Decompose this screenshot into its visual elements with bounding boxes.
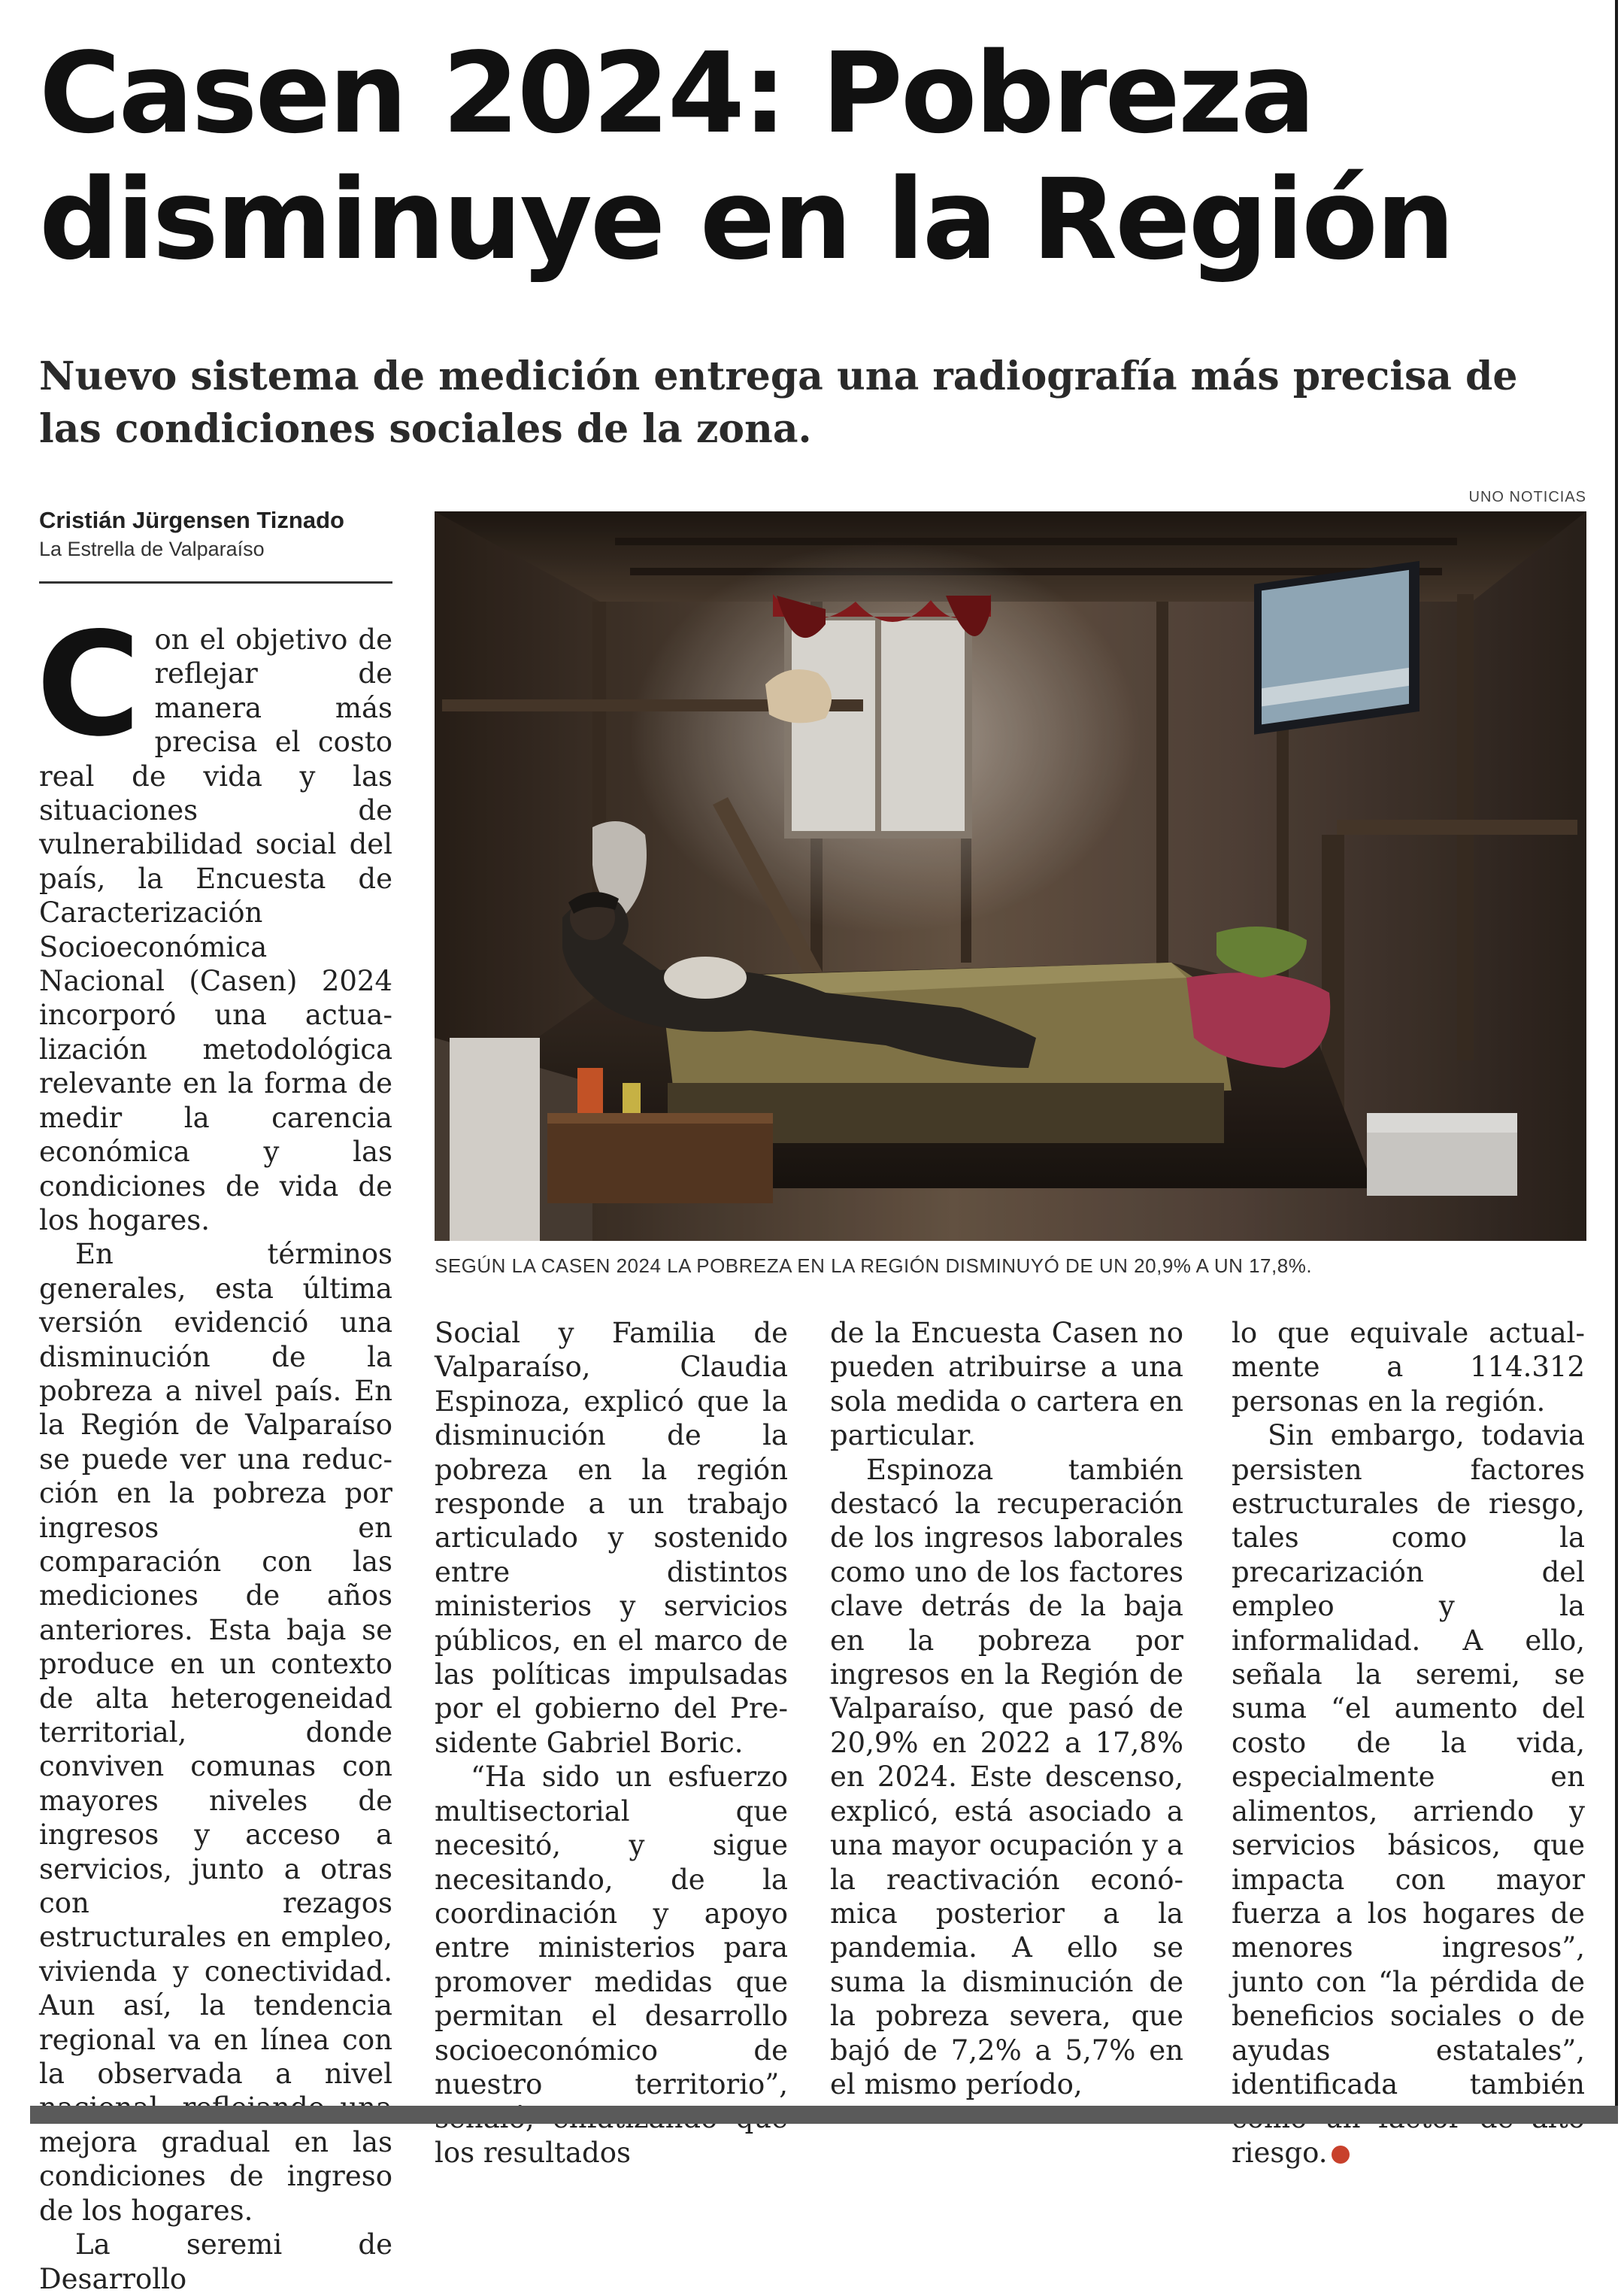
headline: Casen 2024: Pobreza disminuye en la Región	[39, 29, 1453, 284]
article-photo	[435, 511, 1586, 1241]
body-paragraph: lo que equivale actualmente a 114.312 personas en la región.	[1232, 1317, 1585, 1418]
body-paragraph: “Ha sido un esfuerzo multisectorial que necesitó, y sigue necesitando, de la coordinación y apoyo entre ministerios para promover medidas que permitan el desarrollo socioeconómico de nuestro territorio”, los resultados	[435, 1761, 788, 2169]
outlet-name: La Estrella de Valparaíso	[39, 538, 265, 560]
body-paragraph: La seremi de Desarrollo	[39, 2228, 392, 2295]
bottom-border-band	[30, 2106, 1618, 2124]
photo-credit: UNO NOTICIAS	[1468, 489, 1586, 505]
body-column-1	[36, 602, 392, 2296]
body-column-2	[435, 1316, 788, 2170]
author-name: Cristián Jürgensen Tiznado	[39, 507, 344, 533]
page-edge-rule	[1615, 0, 1618, 2106]
deck-subtitle: Nuevo sistema de medición entrega una radiografía más precisa de las condiciones sociales de la zona.	[39, 353, 1518, 452]
body-text: Sin embargo, todavia persisten factores estructurales de riesgo, tales como la precarización del empleo y la informalidad. A ello, señala la seremi, se suma “el aumento del costo de la vida, especialmente en alimentos, arriendo y servicios básicos, que impacta con mayor fuerza a los hogares de menores ingresos”, junto con “la pérdida de beneficios sociales o de ayudas estatales”, identificada también riesgo.	[1232, 1419, 1585, 2169]
body-paragraph	[36, 602, 392, 1237]
photo-caption: SEGÚN LA CASEN 2024 LA POBREZA EN LA REGIÓN DISMINUYÓ DE UN 20,9% A UN 17,8%.	[435, 1254, 1313, 1277]
room-photo-illustration	[435, 511, 1586, 1241]
byline-divider	[39, 581, 392, 584]
body-paragraph: Espinoza también destacó la recuperación de los ingresos laborales como uno de los factores clave detrás de la baja en la pobreza por ingresos en la Región de Valparaíso, que pasó de 20,9% en 2022 a 17,8% en 2024. Este descenso, explicó, está asociado a una mayor ocupación y a la reactivación económica posterior a la pandemia. A ello se suma la disminución de la pobreza severa, que bajó de 7,2% a 5,7% en el mismo período,	[830, 1453, 1183, 2100]
body-column-3	[830, 1316, 1183, 2101]
body-paragraph: de la Encuesta Casen no pueden atribuirse a una sola medida o cartera en particular.	[830, 1317, 1183, 1452]
body-paragraph: En términos generales, esta última versión evidenció una disminución de la pobreza a nivel país. En la Región de Valparaíso se puede ver una reducción en la pobreza por ingresos en comparación con las mediciones de años anteriores. Esta baja se produce en un contexto de alta heterogeneidad territorial, donde conviven comunas con mayores niveles de ingresos y acceso a servicios, junto a otras con rezagos estructurales en empleo, vivienda y conectividad. Aun así, la tendencia regional va en línea con la observada a nivel mejora gradual en las condiciones de ingreso de los hogares.	[39, 1238, 392, 2227]
body-paragraph	[1232, 1418, 1585, 2170]
body-column-4	[1232, 1316, 1585, 2170]
body-paragraph: Social y Familia de Valparaíso, Claudia Espinoza, explicó que la disminución de la pobreza en la región responde a un trabajo articulado y sostenido entre distintos ministerios y servicios públicos, en el marco de las políticas impulsadas por el gobierno del Presidente Gabriel Boric.	[435, 1317, 788, 1759]
drop-cap: C	[36, 602, 141, 768]
body-text: on el objetivo de reflejar de manera más precisa el costo real de vida y las situaciones de vulnerabilidad social del país, la Encuesta de Caracterización Socioeconómica Nacional (Casen) 2024 incorporó una actualización metodológica relevante en la forma de medir la carencia económica y las condiciones de vida de los hogares.	[39, 623, 392, 1236]
byline	[39, 505, 392, 563]
end-of-article-icon	[1332, 2146, 1350, 2164]
